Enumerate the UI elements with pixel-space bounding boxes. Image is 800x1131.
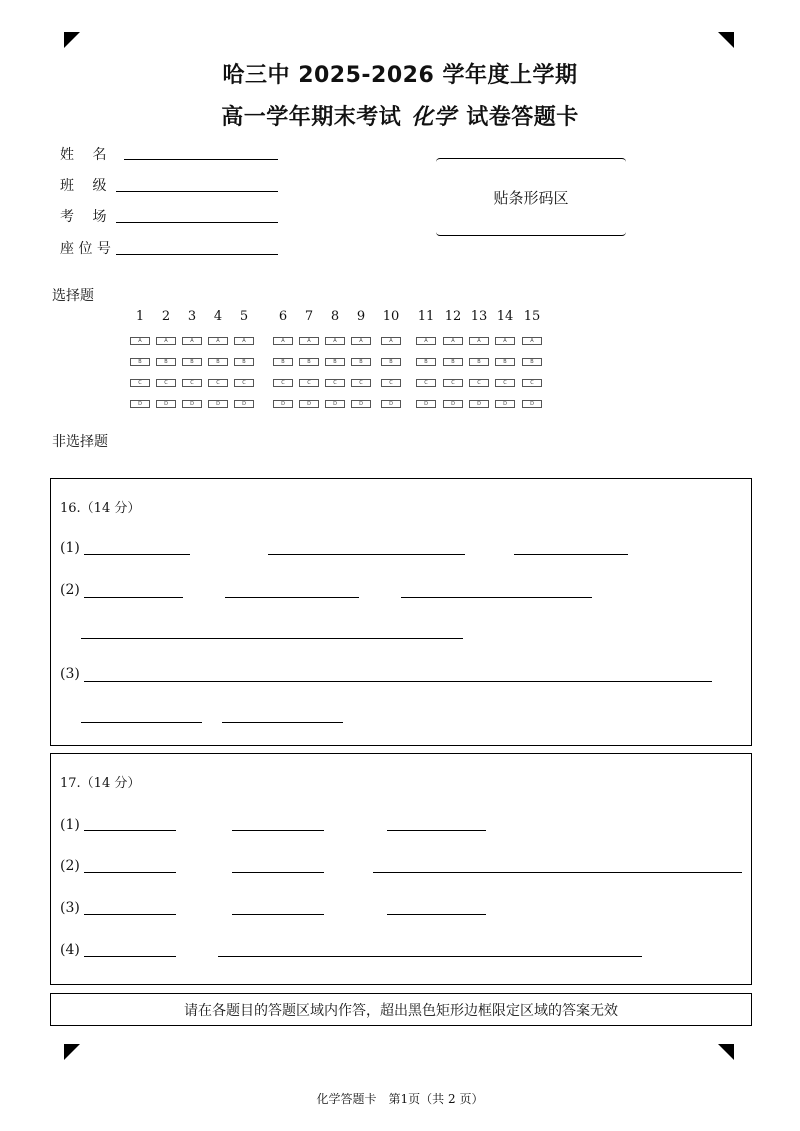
answer-bubble-d[interactable]: D bbox=[416, 400, 436, 408]
answer-bubble-b[interactable]: B bbox=[299, 358, 319, 366]
q17-part-2-answer-2[interactable] bbox=[232, 871, 324, 873]
choice-question-number: 4 bbox=[213, 309, 223, 324]
answer-bubble-c[interactable]: C bbox=[381, 379, 401, 387]
answer-bubble-d[interactable]: D bbox=[182, 400, 202, 408]
choice-question-number: 11 bbox=[417, 309, 435, 324]
registration-mark-top-left bbox=[64, 32, 80, 48]
q16-part-2-answer-2[interactable] bbox=[225, 596, 359, 598]
answer-bubble-a[interactable]: A bbox=[351, 337, 371, 345]
seat-number-label: 座 位 号 bbox=[60, 241, 111, 257]
answer-bubble-b[interactable]: B bbox=[182, 358, 202, 366]
answer-bubble-a[interactable]: A bbox=[273, 337, 293, 345]
seat-number-field[interactable] bbox=[116, 253, 278, 255]
answer-bubble-c[interactable]: C bbox=[443, 379, 463, 387]
answer-bubble-c[interactable]: C bbox=[522, 379, 542, 387]
choice-question-number: 14 bbox=[496, 309, 514, 324]
answer-bubble-b[interactable]: B bbox=[443, 358, 463, 366]
q17-part-4-label: (4) bbox=[60, 942, 80, 958]
q16-part-3-answer-1[interactable] bbox=[84, 680, 712, 682]
nonchoice-section-label: 非选择题 bbox=[52, 434, 108, 450]
registration-mark-bottom-right bbox=[718, 1044, 734, 1060]
answer-bubble-d[interactable]: D bbox=[325, 400, 345, 408]
answer-bubble-d[interactable]: D bbox=[495, 400, 515, 408]
answer-bubble-b[interactable]: B bbox=[495, 358, 515, 366]
answer-bubble-c[interactable]: C bbox=[351, 379, 371, 387]
q16-part-2-answer-3[interactable] bbox=[401, 596, 592, 598]
answer-bubble-d[interactable]: D bbox=[273, 400, 293, 408]
q16-part-1-answer-3[interactable] bbox=[514, 553, 628, 555]
answer-bubble-a[interactable]: A bbox=[443, 337, 463, 345]
answer-bubble-c[interactable]: C bbox=[416, 379, 436, 387]
page-footer: 化学答题卡 第1页（共 2 页） bbox=[316, 1092, 484, 1106]
exam-subtitle bbox=[0, 100, 800, 131]
choice-question-number: 3 bbox=[187, 309, 197, 324]
answer-bubble-b[interactable]: B bbox=[416, 358, 436, 366]
q16-part-1-answer-1[interactable] bbox=[84, 553, 190, 555]
q17-part-3-answer-3[interactable] bbox=[387, 913, 486, 915]
q16-part-2-label: (2) bbox=[60, 582, 80, 598]
answer-bubble-a[interactable]: A bbox=[299, 337, 319, 345]
registration-mark-bottom-left bbox=[64, 1044, 80, 1060]
q16-part-3-label: (3) bbox=[60, 666, 80, 682]
answer-bubble-a[interactable]: A bbox=[208, 337, 228, 345]
q17-part-1-label: (1) bbox=[60, 817, 80, 833]
q17-part-2-answer-3[interactable] bbox=[373, 871, 742, 873]
q17-part-4-answer-1[interactable] bbox=[84, 955, 176, 957]
answer-bubble-d[interactable]: D bbox=[130, 400, 150, 408]
question-17-title: 17.（14 分） bbox=[60, 776, 141, 791]
choice-question-number: 10 bbox=[382, 309, 400, 324]
answer-bubble-b[interactable]: B bbox=[351, 358, 371, 366]
choice-question-number: 13 bbox=[470, 309, 488, 324]
answer-bubble-d[interactable]: D bbox=[234, 400, 254, 408]
answer-bubble-d[interactable]: D bbox=[522, 400, 542, 408]
answer-bubble-b[interactable]: B bbox=[234, 358, 254, 366]
answer-bubble-a[interactable]: A bbox=[156, 337, 176, 345]
answer-bubble-c[interactable]: C bbox=[299, 379, 319, 387]
answer-bubble-c[interactable]: C bbox=[208, 379, 228, 387]
question-16-title: 16.（14 分） bbox=[60, 501, 141, 516]
answer-bubble-b[interactable]: B bbox=[469, 358, 489, 366]
answer-bubble-c[interactable]: C bbox=[495, 379, 515, 387]
answer-bubble-c[interactable]: C bbox=[273, 379, 293, 387]
answer-bubble-b[interactable]: B bbox=[325, 358, 345, 366]
exam-room-label: 考 场 bbox=[60, 209, 107, 225]
q17-part-2-answer-1[interactable] bbox=[84, 871, 176, 873]
answer-bubble-b[interactable]: B bbox=[522, 358, 542, 366]
registration-mark-top-right bbox=[718, 32, 734, 48]
answer-area-notice bbox=[50, 993, 752, 1026]
answer-bubble-a[interactable]: A bbox=[234, 337, 254, 345]
choice-question-number: 1 bbox=[135, 309, 145, 324]
q17-part-1-answer-1[interactable] bbox=[84, 829, 176, 831]
answer-bubble-c[interactable]: C bbox=[182, 379, 202, 387]
question-16-box bbox=[50, 478, 752, 746]
q17-part-3-answer-1[interactable] bbox=[84, 913, 176, 915]
answer-bubble-d[interactable]: D bbox=[156, 400, 176, 408]
answer-bubble-a[interactable]: A bbox=[381, 337, 401, 345]
subject-name: 化学 bbox=[411, 105, 457, 130]
q17-part-2-label: (2) bbox=[60, 858, 80, 874]
q17-part-3-label: (3) bbox=[60, 900, 80, 916]
choice-question-number: 7 bbox=[304, 309, 314, 324]
answer-bubble-a[interactable]: A bbox=[182, 337, 202, 345]
q16-part-2-answer-1[interactable] bbox=[84, 596, 183, 598]
answer-bubble-d[interactable]: D bbox=[381, 400, 401, 408]
choice-question-number: 15 bbox=[523, 309, 541, 324]
q16-part-1-label: (1) bbox=[60, 540, 80, 556]
choice-question-number: 8 bbox=[330, 309, 340, 324]
choice-question-number: 5 bbox=[239, 309, 249, 324]
barcode-area bbox=[436, 158, 626, 236]
q17-part-1-answer-3[interactable] bbox=[387, 829, 486, 831]
answer-bubble-d[interactable]: D bbox=[469, 400, 489, 408]
answer-bubble-c[interactable]: C bbox=[469, 379, 489, 387]
answer-bubble-d[interactable]: D bbox=[299, 400, 319, 408]
q16-part-3-answer-3[interactable] bbox=[222, 721, 343, 723]
answer-bubble-d[interactable]: D bbox=[208, 400, 228, 408]
notice-text: 请在各题目的答题区域内作答，超出黑色矩形边框限定区域的答案无效 bbox=[184, 1002, 618, 1019]
answer-bubble-c[interactable]: C bbox=[130, 379, 150, 387]
name-field[interactable] bbox=[124, 158, 278, 160]
choice-question-number: 2 bbox=[161, 309, 171, 324]
subtitle-suffix: 试卷答题卡 bbox=[466, 105, 579, 130]
answer-bubble-a[interactable]: A bbox=[416, 337, 436, 345]
answer-bubble-c[interactable]: C bbox=[325, 379, 345, 387]
q17-part-1-answer-2[interactable] bbox=[232, 829, 324, 831]
exam-room-field[interactable] bbox=[116, 221, 278, 223]
q16-part-2-answer-4[interactable] bbox=[81, 637, 463, 639]
answer-bubble-d[interactable]: D bbox=[351, 400, 371, 408]
answer-bubble-d[interactable]: D bbox=[443, 400, 463, 408]
subtitle-prefix: 高一学年期末考试 bbox=[221, 105, 402, 130]
choice-question-number: 12 bbox=[444, 309, 462, 324]
choice-question-number: 6 bbox=[278, 309, 288, 324]
choice-question-number: 9 bbox=[356, 309, 366, 324]
answer-bubble-c[interactable]: C bbox=[156, 379, 176, 387]
q17-part-3-answer-2[interactable] bbox=[232, 913, 324, 915]
answer-bubble-b[interactable]: B bbox=[381, 358, 401, 366]
choice-section-label: 选择题 bbox=[52, 288, 94, 304]
answer-bubble-b[interactable]: B bbox=[208, 358, 228, 366]
barcode-label: 贴条形码区 bbox=[493, 188, 569, 207]
answer-bubble-a[interactable]: A bbox=[325, 337, 345, 345]
name-label: 姓 名 bbox=[60, 147, 107, 163]
answer-bubble-b[interactable]: B bbox=[130, 358, 150, 366]
q16-part-3-answer-2[interactable] bbox=[81, 721, 202, 723]
class-field[interactable] bbox=[116, 190, 278, 192]
answer-bubble-a[interactable]: A bbox=[495, 337, 515, 345]
answer-bubble-a[interactable]: A bbox=[522, 337, 542, 345]
question-17-box bbox=[50, 753, 752, 985]
answer-bubble-a[interactable]: A bbox=[469, 337, 489, 345]
answer-bubble-b[interactable]: B bbox=[156, 358, 176, 366]
answer-bubble-c[interactable]: C bbox=[234, 379, 254, 387]
q16-part-1-answer-2[interactable] bbox=[268, 553, 465, 555]
exam-title: 哈三中 2025-2026 学年度上学期 bbox=[222, 63, 578, 88]
class-label: 班 级 bbox=[60, 178, 107, 194]
q17-part-4-answer-2[interactable] bbox=[218, 955, 642, 957]
answer-bubble-b[interactable]: B bbox=[273, 358, 293, 366]
answer-bubble-a[interactable]: A bbox=[130, 337, 150, 345]
